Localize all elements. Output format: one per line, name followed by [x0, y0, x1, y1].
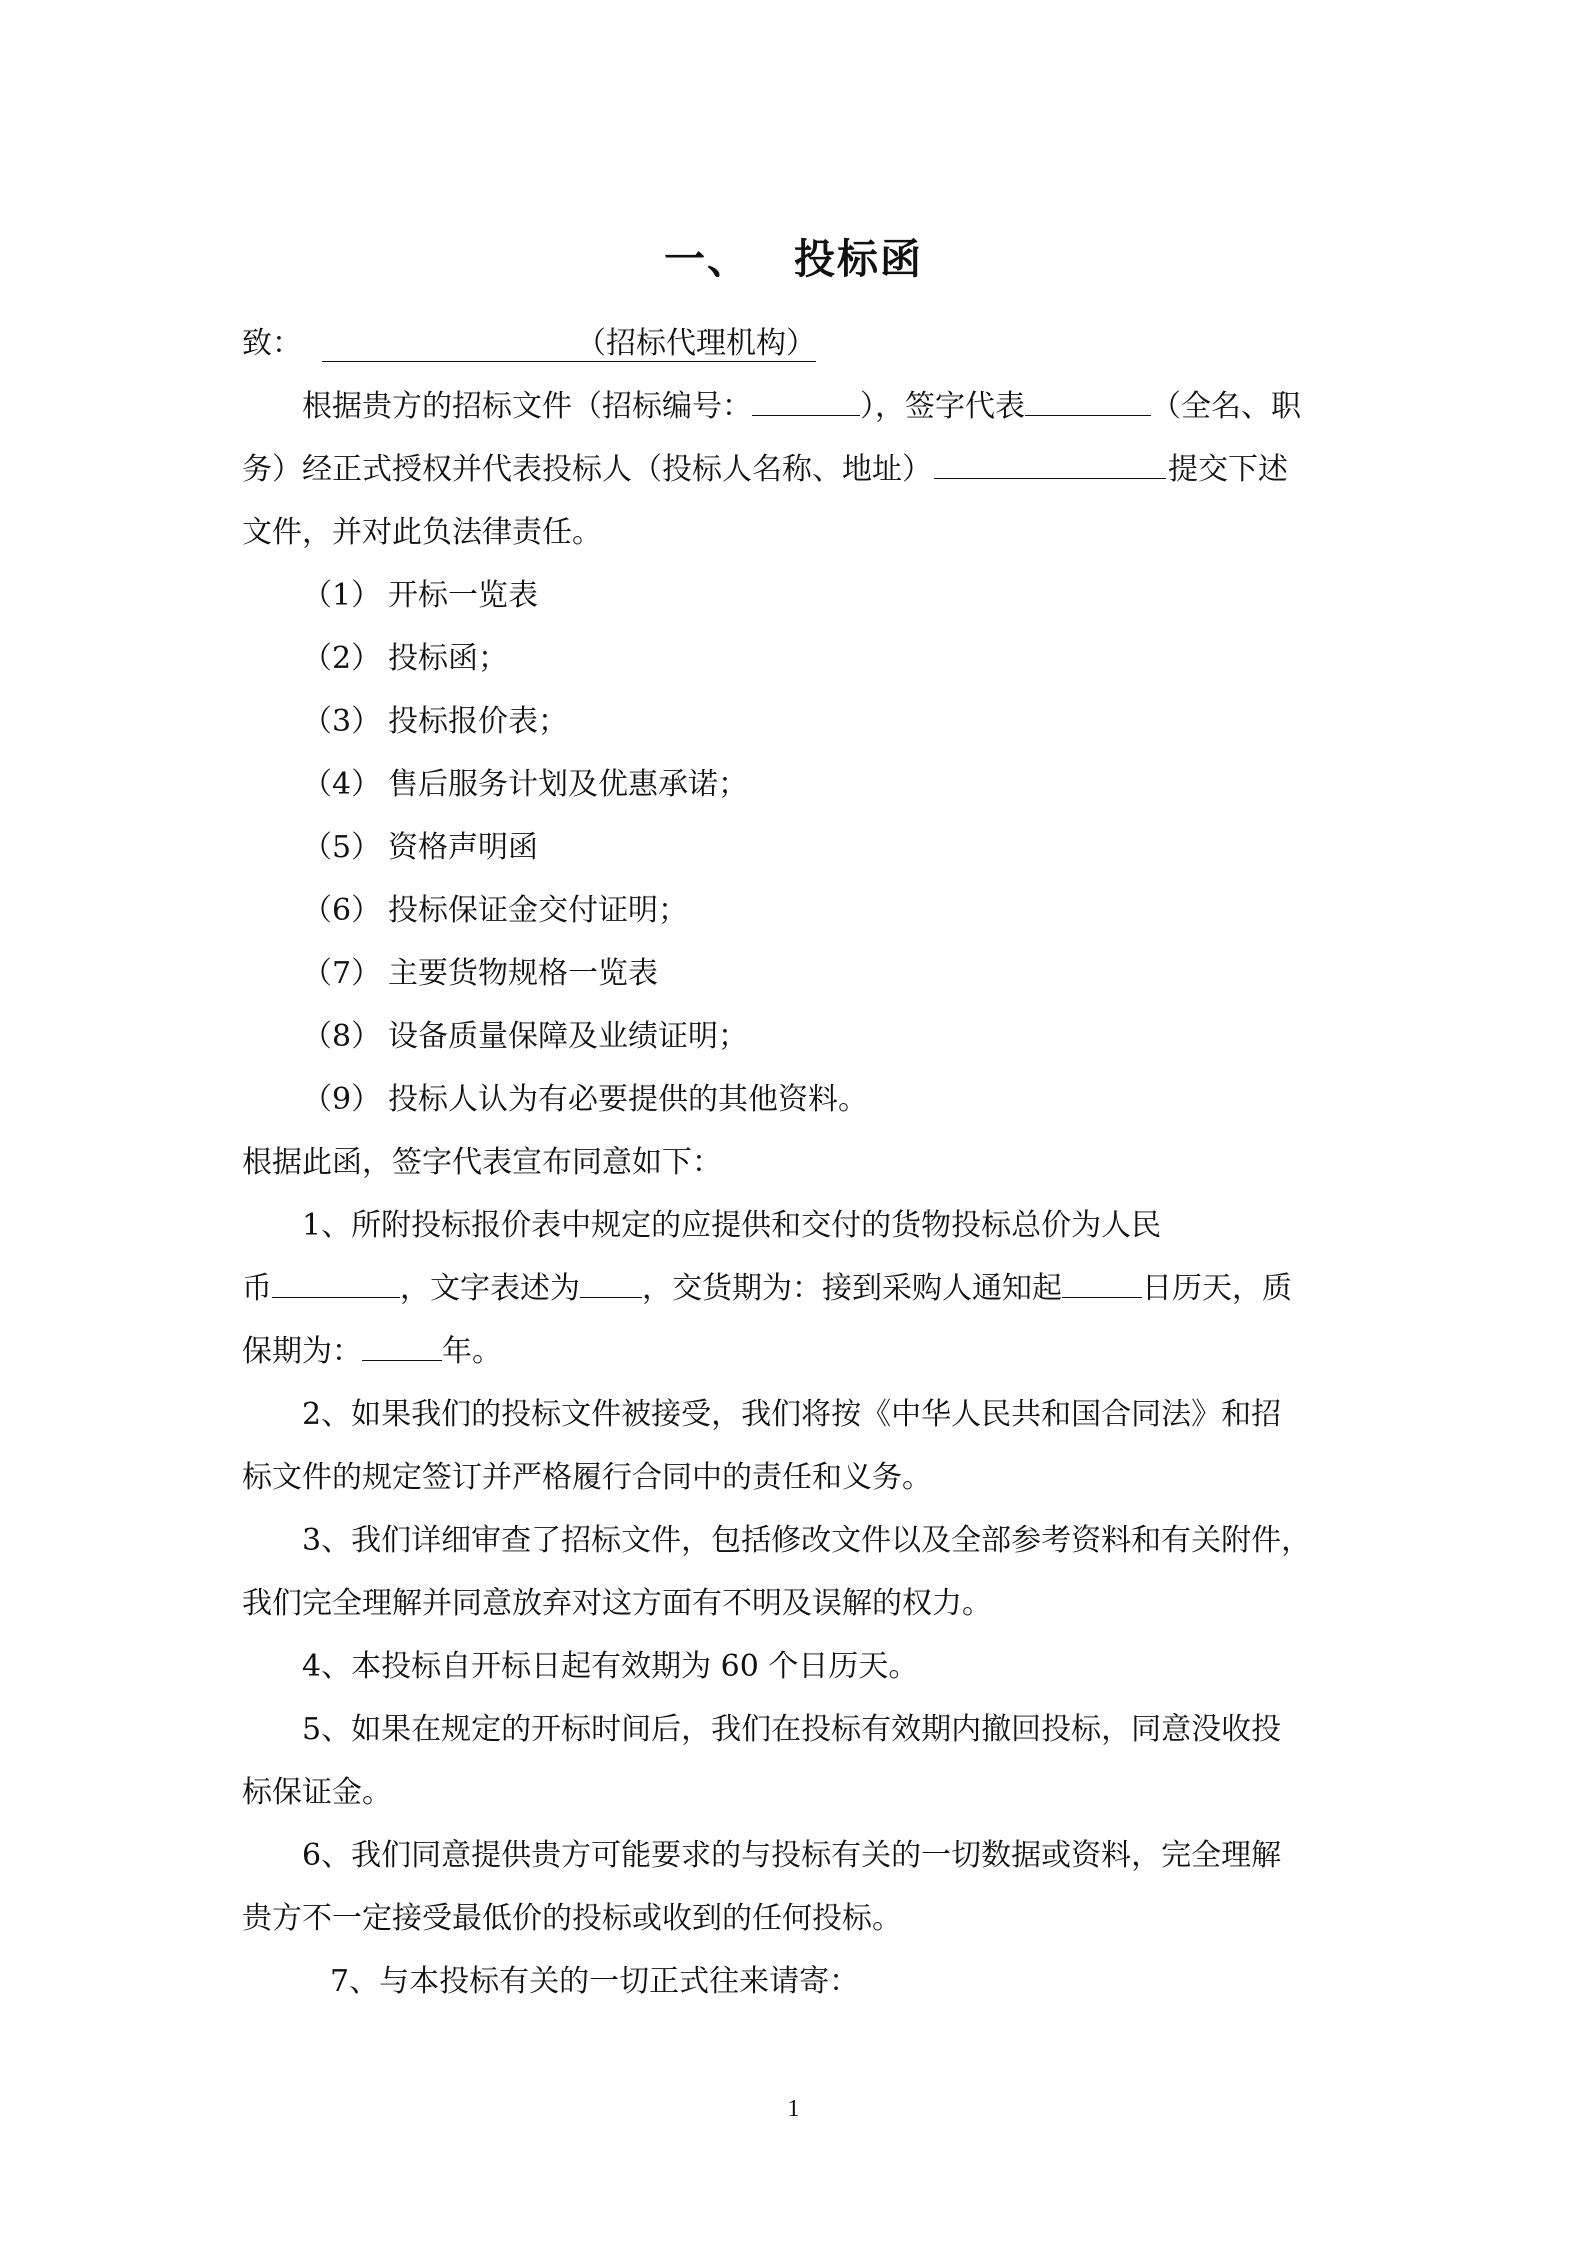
intro-text: 务）经正式授权并代表投标人（投标人名称、地址） [242, 452, 932, 487]
list-item [242, 564, 1357, 627]
clause-5-line-1: 5、如果在规定的开标时间后，我们在投标有效期内撤回投标，同意没收投 [302, 1712, 1282, 1747]
list-item-text: 售后服务计划及优惠承诺； [388, 767, 748, 802]
list-item [242, 1068, 1357, 1131]
clause-1-line-2 [242, 1257, 1357, 1320]
clause-text: 保期为： [242, 1334, 362, 1369]
list-item-text: 主要货物规格一览表 [388, 956, 658, 991]
price-in-words-blank [580, 1263, 642, 1298]
bidder-name-blank [934, 444, 1166, 479]
list-item [242, 753, 1357, 816]
clause-6-line-1: 6、我们同意提供贵方可能要求的与投标有关的一切数据或资料，完全理解 [302, 1838, 1282, 1873]
intro-text: 根据贵方的招标文件（招标编号： [302, 389, 752, 424]
list-item-number: （9） [302, 1082, 382, 1117]
list-item [242, 816, 1357, 879]
list-item-text: 投标函； [388, 641, 508, 676]
clause-2-line-1: 2、如果我们的投标文件被接受，我们将按《中华人民共和国合同法》和招 [302, 1397, 1282, 1432]
intro-text: 提交下述 [1168, 452, 1288, 487]
list-item-number: （5） [302, 830, 382, 865]
list-item [242, 690, 1357, 753]
list-item [242, 879, 1357, 942]
list-item-text: 资格声明函 [388, 830, 538, 865]
title-text: 投标函 [794, 235, 923, 283]
list-item-number: （2） [302, 641, 382, 676]
intro-line-3: 文件，并对此负法律责任。 [242, 515, 602, 550]
clause-5-line-2: 标保证金。 [242, 1775, 392, 1810]
clause-3-line-1: 3、我们详细审查了招标文件，包括修改文件以及全部参考资料和有关附件， [302, 1523, 1312, 1558]
warranty-years-blank [362, 1326, 442, 1361]
clause-4-line-1: 4、本投标自开标日起有效期为 60 个日历天。 [302, 1649, 919, 1684]
intro-line-2 [242, 438, 1357, 501]
list-item-text: 投标报价表； [388, 704, 568, 739]
page-title [0, 226, 1587, 285]
list-item-number: （1） [302, 578, 382, 613]
clause-7-line-1: 7、与本投标有关的一切正式往来请寄： [330, 1964, 860, 1999]
list-item [242, 942, 1357, 1005]
signatory-blank [1025, 381, 1151, 416]
total-price-blank [272, 1263, 400, 1298]
recipient-agency-field [322, 326, 816, 362]
clause-text: ，文字表述为 [400, 1271, 580, 1306]
delivery-days-blank [1062, 1263, 1142, 1298]
recipient-agency-label: （招标代理机构） [576, 326, 816, 361]
list-item-text: 投标人认为有必要提供的其他资料。 [388, 1082, 868, 1117]
clause-3-line-2: 我们完全理解并同意放弃对这方面有不明及误解的权力。 [242, 1586, 992, 1621]
clause-text: 年。 [442, 1334, 502, 1369]
list-item-text: 开标一览表 [388, 578, 538, 613]
list-item-number: （4） [302, 767, 382, 802]
clause-1-line-3 [242, 1320, 1357, 1383]
list-item-text: 设备质量保障及业绩证明； [388, 1019, 748, 1054]
clause-text: 日历天，质 [1142, 1271, 1292, 1306]
clause-2-line-2: 标文件的规定签订并严格履行合同中的责任和义务。 [242, 1460, 932, 1495]
list-item [242, 1005, 1357, 1068]
list-item [242, 627, 1357, 690]
intro-line-1 [242, 375, 1357, 438]
list-item-text: 投标保证金交付证明； [388, 893, 688, 928]
declaration-line: 根据此函，签字代表宣布同意如下： [242, 1145, 722, 1180]
list-item-number: （8） [302, 1019, 382, 1054]
intro-text: ），签字代表 [860, 389, 1025, 424]
letter-body [242, 312, 1357, 2013]
recipient-line [242, 312, 1357, 375]
intro-text: （全名、职 [1151, 389, 1301, 424]
list-item-number: （7） [302, 956, 382, 991]
recipient-prefix: 致： [242, 326, 302, 361]
clause-text: 币 [242, 1271, 272, 1306]
clause-6-line-2: 贵方不一定接受最低价的投标或收到的任何投标。 [242, 1901, 902, 1936]
list-item-number: （3） [302, 704, 382, 739]
title-number: 一、 [664, 235, 750, 283]
tender-number-blank [752, 381, 860, 416]
clause-1-line-1: 1、所附投标报价表中规定的应提供和交付的货物投标总价为人民 [302, 1208, 1162, 1243]
list-item-number: （6） [302, 893, 382, 928]
page-number: 1 [787, 2096, 800, 2122]
clause-text: ，交货期为：接到采购人通知起 [642, 1271, 1062, 1306]
